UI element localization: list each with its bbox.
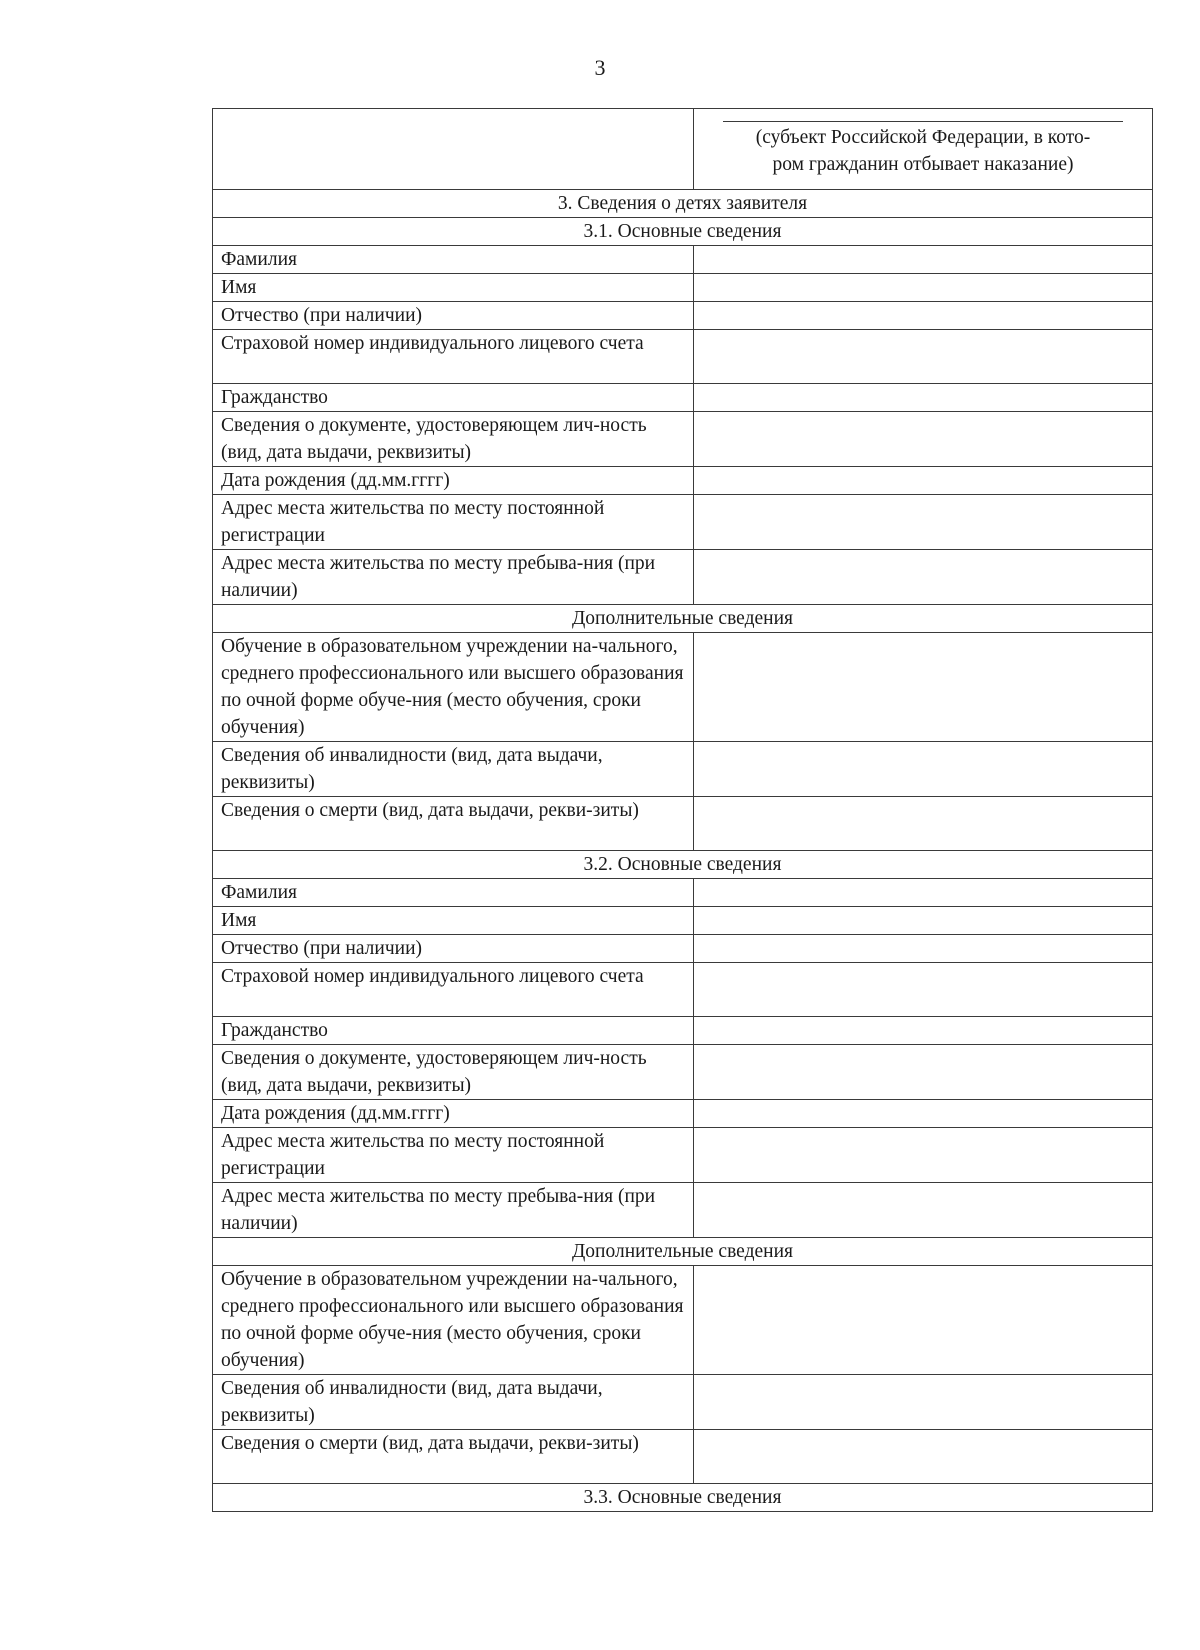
subject-row <box>213 109 1153 190</box>
field-label: Сведения о документе, удостоверяющем лич-ность (вид, дата выдачи, реквизиты) <box>213 412 694 467</box>
page-number: 3 <box>594 55 606 80</box>
field-label: Сведения об инвалидности (вид, дата выдачи, реквизиты) <box>213 1375 694 1430</box>
field-value-cell <box>694 742 1153 797</box>
main-info-heading-row <box>213 1484 1153 1512</box>
main-info-heading-row <box>213 218 1153 246</box>
field-label: Сведения о смерти (вид, дата выдачи, рекви-зиты) <box>213 797 694 851</box>
field-value-cell <box>694 467 1153 495</box>
form-row <box>213 879 1153 907</box>
field-value-cell <box>694 330 1153 384</box>
field-label: Сведения о документе, удостоверяющем лич-ность (вид, дата выдачи, реквизиты) <box>213 1045 694 1100</box>
form-row <box>213 1100 1153 1128</box>
field-label: Гражданство <box>213 384 694 412</box>
field-label: Адрес места жительства по месту постоянной регистрации <box>213 495 694 550</box>
field-value-cell <box>694 1017 1153 1045</box>
field-label: Дата рождения (дд.мм.гггг) <box>213 1100 694 1128</box>
field-value-input[interactable] <box>702 742 1144 796</box>
field-label: Обучение в образовательном учреждении на-чального, среднего профессионального или высшего образования по очной форме обуче-ния (место обучения, сроки обучения) <box>213 633 694 742</box>
field-value-cell <box>694 384 1153 412</box>
field-label: Имя <box>213 907 694 935</box>
field-value-cell <box>694 1375 1153 1430</box>
field-value-input[interactable] <box>702 1266 1144 1374</box>
form-row <box>213 963 1153 1017</box>
field-value-input[interactable] <box>702 1128 1144 1182</box>
form-row <box>213 1375 1153 1430</box>
main-info-heading: 3.3. Основные сведения <box>213 1484 1153 1512</box>
field-value-cell <box>694 246 1153 274</box>
additional-info-heading-row <box>213 605 1153 633</box>
form-row <box>213 467 1153 495</box>
subject-row-field-cell <box>694 109 1153 190</box>
field-value-cell <box>694 1430 1153 1484</box>
field-value-cell <box>694 797 1153 851</box>
form-row <box>213 1017 1153 1045</box>
field-value-cell <box>694 633 1153 742</box>
form-row <box>213 246 1153 274</box>
additional-info-heading-row <box>213 1238 1153 1266</box>
field-value-cell <box>694 1045 1153 1100</box>
form-row <box>213 495 1153 550</box>
form-row <box>213 1045 1153 1100</box>
field-label: Адрес места жительства по месту пребыва-ния (при наличии) <box>213 550 694 605</box>
field-value-input[interactable] <box>702 1045 1144 1099</box>
form-row <box>213 1183 1153 1238</box>
form-row <box>213 742 1153 797</box>
field-value-input[interactable] <box>702 908 1144 935</box>
field-value-input[interactable] <box>702 880 1144 907</box>
form-row <box>213 907 1153 935</box>
field-label: Страховой номер индивидуального лицевого счета <box>213 963 694 1017</box>
field-value-input[interactable] <box>702 1430 1144 1483</box>
main-info-heading-row <box>213 851 1153 879</box>
subject-fill-line[interactable] <box>723 121 1123 122</box>
field-label: Отчество (при наличии) <box>213 935 694 963</box>
field-value-cell <box>694 274 1153 302</box>
field-value-cell <box>694 907 1153 935</box>
field-value-input[interactable] <box>702 412 1144 466</box>
field-label: Отчество (при наличии) <box>213 302 694 330</box>
form-row <box>213 797 1153 851</box>
field-value-input[interactable] <box>702 963 1144 1016</box>
field-value-cell <box>694 879 1153 907</box>
field-value-input[interactable] <box>702 936 1144 963</box>
field-label: Гражданство <box>213 1017 694 1045</box>
field-value-input[interactable] <box>702 1375 1144 1429</box>
main-info-heading: 3.2. Основные сведения <box>213 851 1153 879</box>
field-label: Фамилия <box>213 246 694 274</box>
subject-row-empty-cell <box>213 109 694 190</box>
form-row <box>213 384 1153 412</box>
form-row <box>213 935 1153 963</box>
additional-info-heading: Дополнительные сведения <box>213 1238 1153 1266</box>
field-label: Дата рождения (дд.мм.гггг) <box>213 467 694 495</box>
form-row <box>213 1430 1153 1484</box>
field-value-cell <box>694 412 1153 467</box>
field-value-cell <box>694 1266 1153 1375</box>
field-value-cell <box>694 1100 1153 1128</box>
form-row <box>213 412 1153 467</box>
section-title: 3. Сведения о детях заявителя <box>213 190 1153 218</box>
field-label: Обучение в образовательном учреждении на-чального, среднего профессионального или высшего образования по очной форме обуче-ния (место обучения, сроки обучения) <box>213 1266 694 1375</box>
field-label: Сведения об инвалидности (вид, дата выдачи, реквизиты) <box>213 742 694 797</box>
field-value-input[interactable] <box>702 550 1144 604</box>
field-value-cell <box>694 1128 1153 1183</box>
additional-info-heading: Дополнительные сведения <box>213 605 1153 633</box>
field-value-cell <box>694 302 1153 330</box>
section-title-row <box>213 190 1153 218</box>
field-value-input[interactable] <box>702 1101 1144 1128</box>
field-value-input[interactable] <box>702 633 1144 741</box>
form-row <box>213 330 1153 384</box>
field-value-input[interactable] <box>702 495 1144 549</box>
field-value-input[interactable] <box>702 275 1144 302</box>
field-value-cell <box>694 1183 1153 1238</box>
field-label: Фамилия <box>213 879 694 907</box>
field-label: Имя <box>213 274 694 302</box>
field-value-input[interactable] <box>702 797 1144 850</box>
field-value-input[interactable] <box>702 1018 1144 1045</box>
subject-caption: (субъект Российской Федерации, в кото- ром гражданин отбывает наказание) <box>755 127 1091 175</box>
form-row <box>213 302 1153 330</box>
main-info-heading: 3.1. Основные сведения <box>213 218 1153 246</box>
form-row <box>213 274 1153 302</box>
field-label: Адрес места жительства по месту пребыва-ния (при наличии) <box>213 1183 694 1238</box>
field-label: Адрес места жительства по месту постоянной регистрации <box>213 1128 694 1183</box>
form-row <box>213 633 1153 742</box>
field-value-cell <box>694 495 1153 550</box>
field-value-input[interactable] <box>702 1183 1144 1237</box>
field-value-input[interactable] <box>702 385 1144 412</box>
form-row <box>213 1128 1153 1183</box>
form-row <box>213 550 1153 605</box>
field-value-input[interactable] <box>702 303 1144 330</box>
form-row <box>213 1266 1153 1375</box>
field-value-input[interactable] <box>702 468 1144 495</box>
field-label: Сведения о смерти (вид, дата выдачи, рекви-зиты) <box>213 1430 694 1484</box>
field-label: Страховой номер индивидуального лицевого счета <box>213 330 694 384</box>
field-value-cell <box>694 935 1153 963</box>
field-value-input[interactable] <box>702 247 1144 274</box>
field-value-input[interactable] <box>702 330 1144 383</box>
children-info-form-table <box>212 108 1153 1512</box>
field-value-cell <box>694 550 1153 605</box>
field-value-cell <box>694 963 1153 1017</box>
